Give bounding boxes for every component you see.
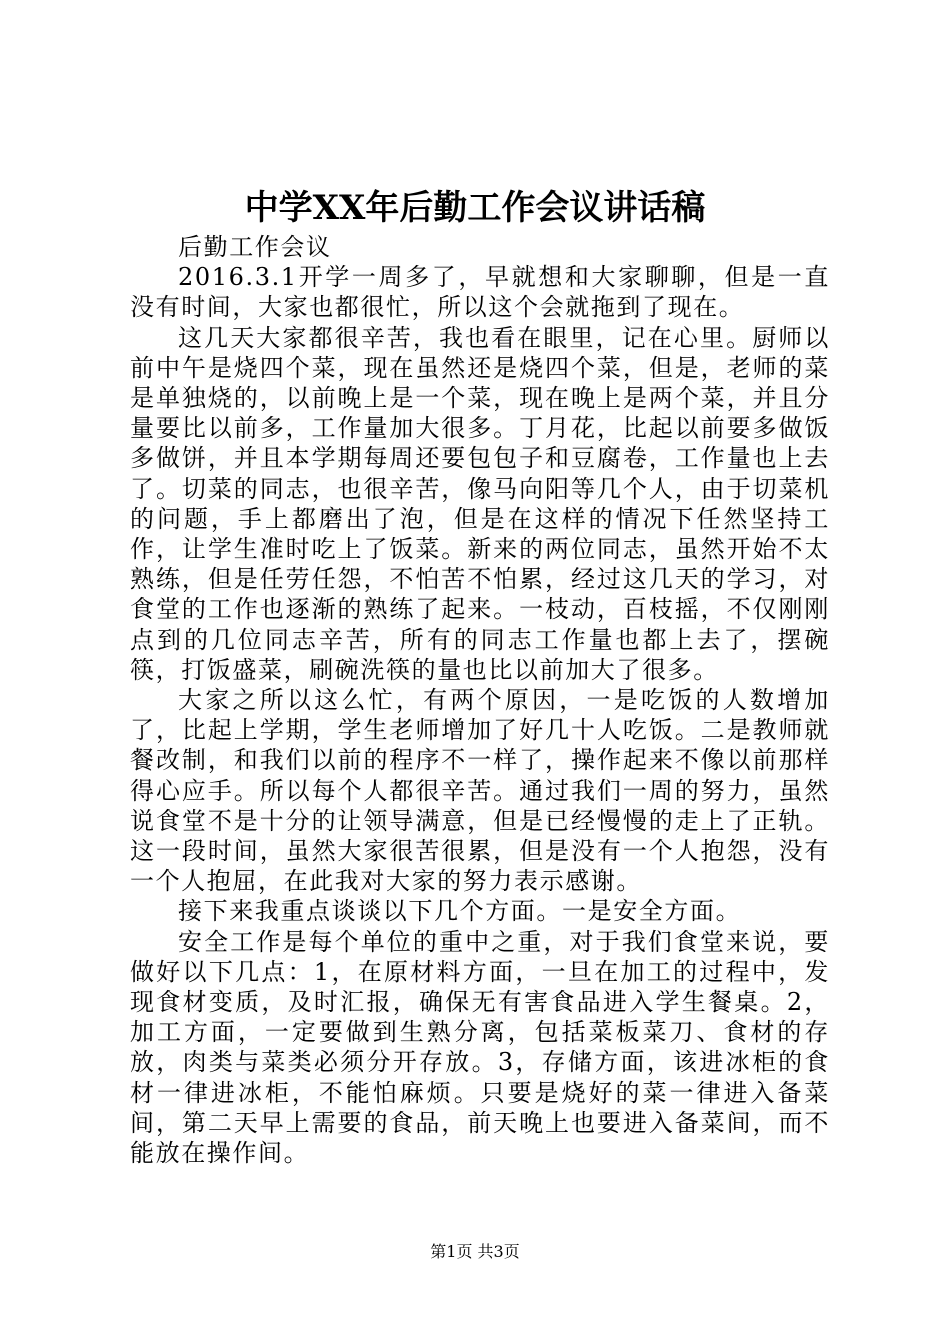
page-title: 中学XX年后勤工作会议讲话稿 xyxy=(244,188,706,228)
paragraph-subtitle: 后勤工作会议 xyxy=(178,233,332,261)
document-body xyxy=(130,232,830,1168)
paragraph-intro: 2016.3.1开学一周多了，早就想和大家聊聊，但是一直没有时间，大家也都很忙，所以这个会就拖到了现在。 xyxy=(130,263,830,322)
paragraph-reasons: 大家之所以这么忙，有两个原因，一是吃饭的人数增加了，比起上学期，学生老师增加了好几十人吃饭。二是教师就餐改制，和我们以前的程序不一样了，操作起来不像以前那样得心应手。所以每个人都很辛苦。通过我们一周的努力，虽然说食堂不是十分的让领导满意，但是已经慢慢的走上了正轨。这一段时间，虽然大家很苦很累，但是没有一个人抱怨，没有一个人抱屈，在此我对大家的努力表示感谢。 xyxy=(130,686,830,896)
paragraph-topics: 接下来我重点谈谈以下几个方面。一是安全方面。 xyxy=(178,897,742,926)
paragraph-safety: 安全工作是每个单位的重中之重，对于我们食堂来说，要做好以下几点：1，在原材料方面，一旦在加工的过程中，发现食材变质，及时汇报，确保无有害食品进入学生餐桌。2，加工方面，一定要做到生熟分离，包括菜板菜刀、食材的存放，肉类与菜类必须分开存放。3，存储方面，该进冰柜的食材一律进冰柜，不能怕麻烦。只要是烧好的菜一律进入备菜间，第二天早上需要的食品，前天晚上也要进入备菜间，而不能放在操作间。 xyxy=(130,927,830,1168)
paragraph-thanks-staff: 这几天大家都很辛苦，我也看在眼里，记在心里。厨师以前中午是烧四个菜，现在虽然还是烧四个菜，但是，老师的菜是单独烧的，以前晚上是一个菜，现在晚上是两个菜，并且分量要比以前多，工作量加大很多。丁月花，比起以前要多做饭多做饼，并且本学期每周还要包包子和豆腐卷，工作量也上去了。切菜的同志，也很辛苦，像马向阳等几个人，由于切菜机的问题，手上都磨出了泡，但是在这样的情况下任然坚持工作，让学生准时吃上了饭菜。新来的两位同志，虽然开始不太熟练，但是任劳任怨，不怕苦不怕累，经过这几天的学习，对食堂的工作也逐渐的熟练了起来。一枝动，百枝摇，不仅刚刚点到的几位同志辛苦，所有的同志工作量也都上去了，摆碗筷，打饭盛菜，刷碗洗筷的量也比以前加大了很多。 xyxy=(130,323,830,684)
page-footer: 第1页 共3页 xyxy=(430,1242,520,1261)
